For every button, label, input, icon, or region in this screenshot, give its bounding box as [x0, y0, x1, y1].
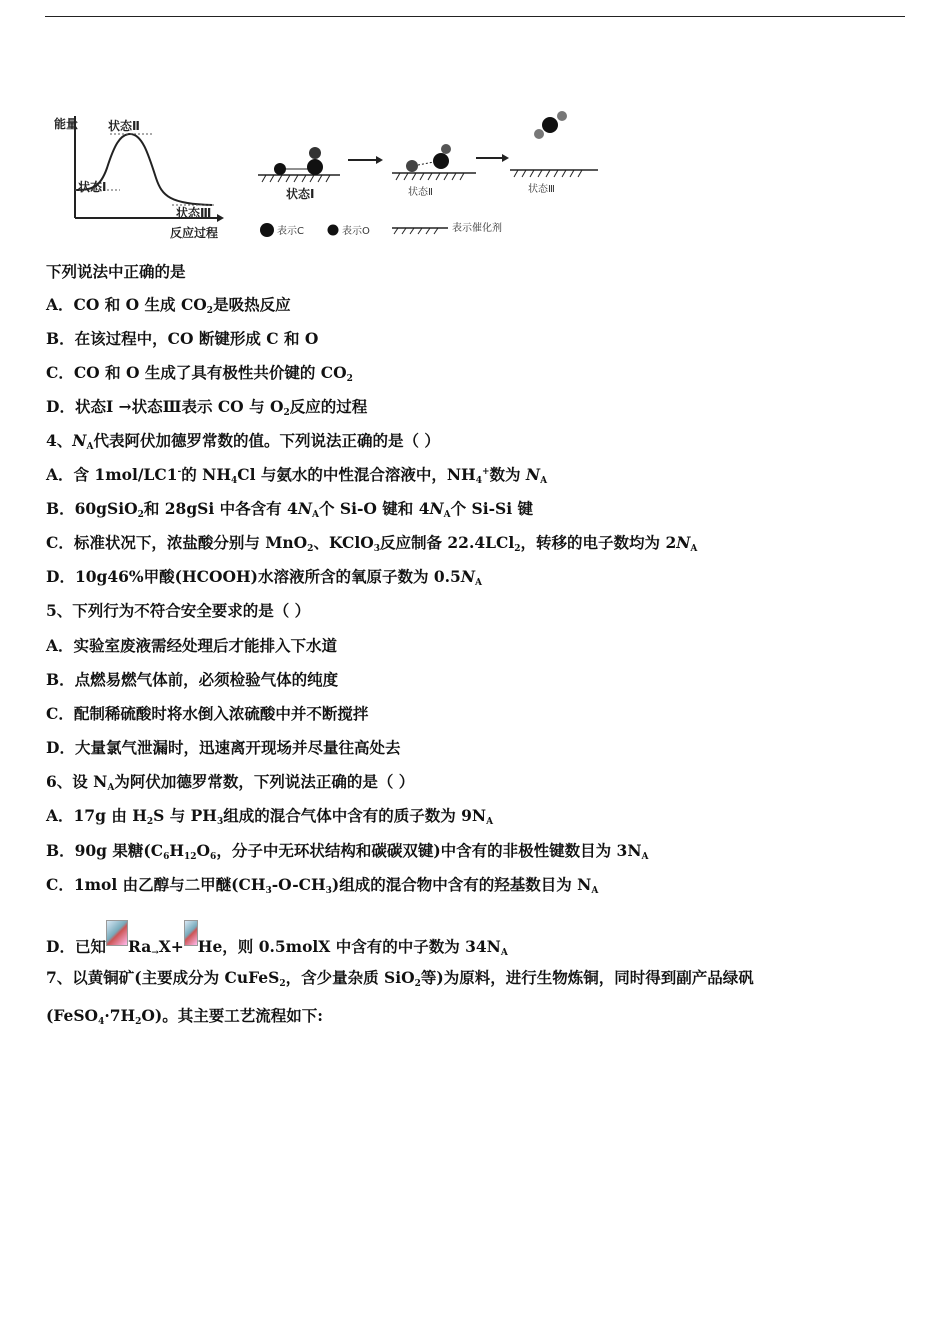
q6-option-d: D．已知 $Ra_\to X+ He$，则 0.5molX 中含有的中子数为 $34N_A$: [46, 920, 508, 957]
q7-line1: 7、以黄铜矿(主要成分为 CuFeS$_2$，含少量杂质 SiO$_2$等)为原料，进行生物炼铜，同时得到副产品绿矾: [46, 968, 754, 989]
q3-option-d: D．状态Ⅰ →状态Ⅲ表示 CO 与 $O_2$反应的过程: [46, 397, 368, 418]
q5-option-d: D．大量氯气泄漏时，迅速离开现场并尽量往高处去: [46, 738, 401, 757]
q3-stem: 下列说法中正确的是: [46, 262, 186, 281]
legend-o-label: 表示O: [342, 226, 370, 237]
isotope-image-placeholder: [106, 920, 128, 946]
q6-option-b: B．90g 果糖($C_6H_{12}O_6$，分子中无环状结构和碳碳双键)中含有的非极性键数目为 $3N_A$: [46, 841, 649, 862]
q6-option-a: A．17g 由 $H_2S$ 与 $PH_3$组成的混合气体中含有的质子数为 $9N_A$: [46, 806, 494, 827]
isotope-image-placeholder: [184, 920, 198, 946]
q3-option-a: A．CO 和 O 生成 $CO_2$是吸热反应: [46, 295, 291, 316]
q5-option-a: A．实验室废液需经处理后才能排入下水道: [46, 636, 338, 655]
energy-axis-label: 能量: [54, 117, 79, 131]
q3-option-b: B．在该过程中，CO 断键形成 C 和 O: [46, 329, 319, 348]
q7-line2: $(FeSO_4\cdot 7H_2O)$。其主要工艺流程如下:: [46, 1006, 323, 1027]
q6-stem: 6、设 $N_A$为阿伏加德罗常数，下列说法正确的是（ ）: [46, 772, 415, 793]
state2-illustration: [392, 144, 509, 198]
top-rule: [45, 16, 905, 17]
state2-label: 状态Ⅱ: [108, 119, 140, 133]
legend-c-label: 表示C: [277, 226, 304, 237]
q4-option-b: B．60gSiO$_2$和 28gSi 中各含有 $4N_A$个 Si-O 键和 $4N_A$个 Si-Si 键: [46, 499, 534, 520]
state1-illustration: [258, 147, 383, 201]
q4-option-d: D．10g46%甲酸(HCOOH)水溶液所含的氧原子数为 $0.5N_A$: [46, 567, 482, 588]
q5-option-c: C．配制稀硫酸时将水倒入浓硫酸中并不断搅拌: [46, 704, 369, 723]
x-axis-label: 反应过程: [170, 226, 219, 240]
state2-caption: 状态Ⅱ: [408, 187, 433, 198]
q5-option-b: B．点燃易燃气体前，必须检验气体的纯度: [46, 670, 339, 689]
reaction-figure: [52, 108, 612, 243]
figure-legend: [260, 221, 502, 237]
q5-stem: 5、下列行为不符合安全要求的是（ ）: [46, 601, 311, 620]
state3-caption: 状态Ⅲ: [528, 184, 555, 195]
q4-stem: 4、$N_A$代表阿伏加德罗常数的值。下列说法正确的是（ ）: [46, 431, 440, 452]
legend-catalyst-label: 表示催化剂: [452, 223, 502, 234]
state1-label: 状态Ⅰ: [78, 180, 107, 194]
energy-diagram: [54, 116, 224, 240]
q4-option-a: A．含 1mol/LC1-的 $NH_4Cl$ 与氨水的中性混合溶液中，$NH_4^+$数为 $N_A$: [46, 465, 548, 486]
state3-illustration: [510, 111, 598, 195]
q4-option-c: C．标准状况下，浓盐酸分别与 MnO$_2$、KClO$_3$反应制备 22.4LCl$_2$，转移的电子数均为 $2N_A$: [46, 533, 698, 554]
q3-option-c: C．CO 和 O 生成了具有极性共价键的 $CO_2$: [46, 363, 353, 384]
state3-label: 状态Ⅲ: [176, 206, 212, 220]
q6-option-c: C．1mol 由乙醇与二甲醚$(CH_3-O-CH_3)$组成的混合物中含有的羟基数目为 $N_A$: [46, 875, 599, 896]
state1-caption: 状态Ⅰ: [286, 187, 315, 201]
